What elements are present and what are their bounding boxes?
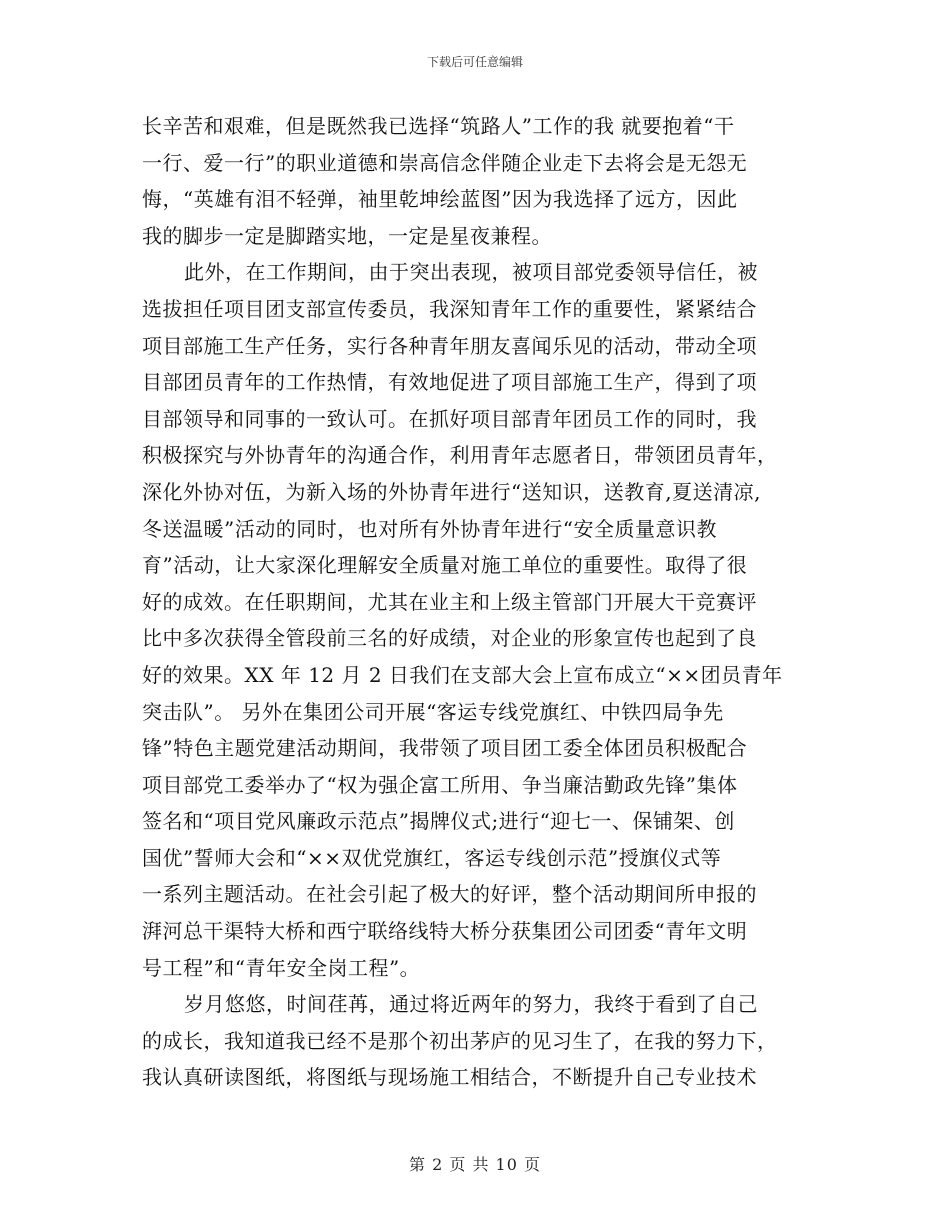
body-text-line: 签名和“项目党风廉政示范点”揭牌仪式;进行“迎七一、保铺架、创 (142, 809, 735, 834)
body-text-line: 好的成效。在任职期间，尤其在业主和上级主管部门开展大干竞赛评 (142, 589, 757, 614)
body-text-line: 岁月悠悠，时间荏苒，通过将近两年的努力，我终于看到了自己 (184, 992, 758, 1017)
body-text-line: 好的效果。XX 年 12 月 2 日我们在支部大会上宣布成立“××团员青年 (142, 662, 783, 687)
body-text-line: 突击队”。 另外在集团公司开展“客运专线党旗红、中铁四局争先 (142, 699, 724, 724)
body-text-line: 深化外协对伍，为新入场的外协青年进行“送知识，送教育,夏送清凉, (142, 479, 761, 504)
body-text-line: 锋”特色主题党建活动期间，我带领了项目团工委全体团员积极配合 (142, 736, 748, 761)
body-text-line: 号工程”和“青年安全岗工程”。 (142, 955, 421, 980)
page-number-footer: 第 2 页 共 10 页 (409, 1155, 541, 1174)
body-text-line: 目部领导和同事的一致认可。在抓好项目部青年团员工作的同时，我 (142, 406, 757, 431)
body-text-line: 项目部党工委举办了“权为强企富工所用、争当廉洁勤政先锋”集体 (142, 772, 738, 797)
body-text-line: 悔，“英雄有泪不轻弹，袖里乾坤绘蓝图”因为我选择了远方，因此 (142, 187, 738, 212)
body-text-line: 湃河总干渠特大桥和西宁联络线特大桥分获集团公司团委“青年文明 (142, 919, 748, 944)
body-text-line: 国优”誓师大会和“××双优党旗红，客运专线创示范”授旗仪式等 (142, 845, 722, 870)
body-text-line: 此外，在工作期间，由于突出表现，被项目部党委领导信任，被 (184, 260, 758, 285)
body-text-line: 我的脚步一定是脚踏实地，一定是星夜兼程。 (142, 223, 552, 248)
document-body (142, 108, 814, 1096)
body-text-line: 育”活动，让大家深化理解安全质量对施工单位的重要性。取得了很 (142, 553, 748, 578)
body-text-line: 长辛苦和艰难，但是既然我已选择“筑路人”工作的我 就要抱着“干 (142, 114, 735, 138)
body-text-line: 积极探究与外协青年的沟通合作，利用青年志愿者日，带领团员青年， (142, 443, 778, 468)
body-text-line: 目部团员青年的工作热情，有效地促进了项目部施工生产，得到了项 (142, 370, 757, 395)
body-text-line: 一系列主题活动。在社会引起了极大的好评，整个活动期间所申报的 (142, 882, 757, 907)
body-text-line: 选拔担任项目团支部宣传委员，我深知青年工作的重要性，紧紧结合 (142, 296, 757, 321)
body-text-line: 比中多次获得全管段前三名的好成绩，对企业的形象宣传也起到了良 (142, 626, 757, 651)
body-text-line: 一行、爱一行”的职业道德和崇高信念伴随企业走下去将会是无怨无 (142, 150, 748, 175)
body-text-line: 冬送温暖”活动的同时，也对所有外协青年进行“安全质量意识教 (142, 516, 717, 541)
body-text-line: 的成长，我知道我已经不是那个初出茅庐的见习生了，在我的努力下， (142, 1028, 778, 1053)
page-header-note: 下载后可任意编辑 (426, 55, 523, 69)
body-text-line: 项目部施工生产任务，实行各种青年朋友喜闻乐见的活动，带动全项 (142, 333, 757, 358)
body-text-line: 我认真研读图纸，将图纸与现场施工相结合，不断提升自己专业技术 (142, 1065, 757, 1090)
